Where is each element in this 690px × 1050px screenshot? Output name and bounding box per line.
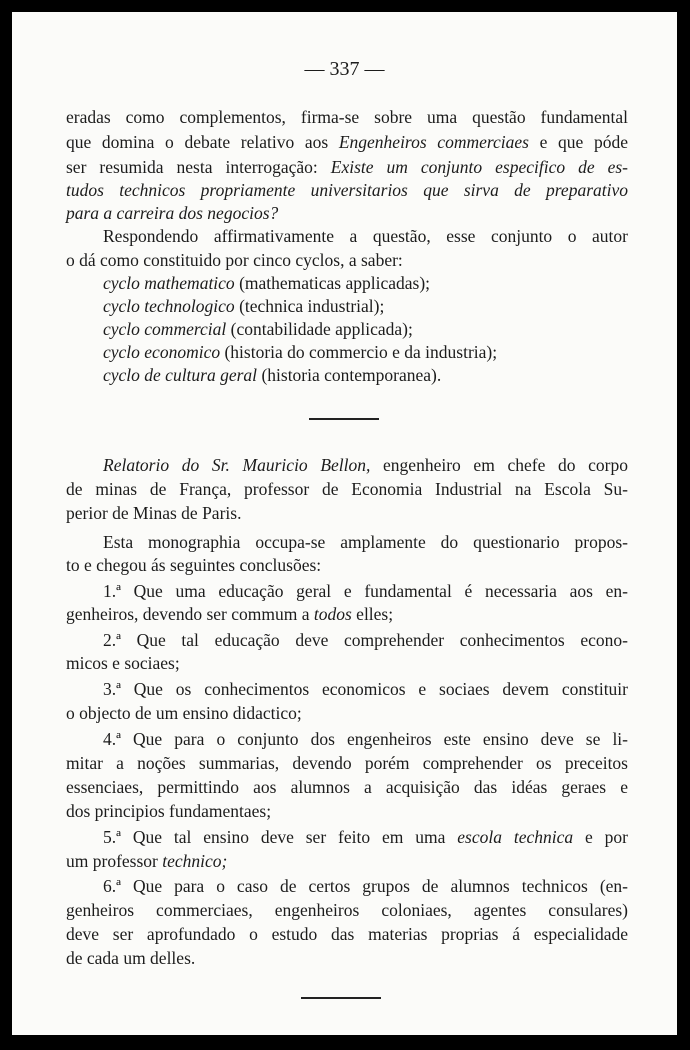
text-line (66, 179, 628, 202)
text-run: eradas como complementos, firma-se sobre uma questão fundamental (66, 107, 628, 127)
text-line (103, 318, 628, 341)
text-run: Esta monographia occupa-se amplamente do questionario propos- (103, 532, 628, 552)
italic-text: Existe um conjunto especifico de es- (330, 157, 628, 177)
text-line (103, 272, 628, 295)
italic-text: cyclo economico (103, 342, 221, 362)
text-line (66, 947, 628, 970)
text-run: 6.ª Que para o caso de certos grupos de alumnos technicos (en- (103, 876, 628, 896)
text-line (103, 295, 628, 318)
text-line (66, 131, 628, 154)
text-run: 3.ª Que os conhecimentos economicos e sociaes devem constituir (103, 679, 628, 699)
text-run: 2.ª Que tal educação deve comprehender conhecimentos econo- (103, 630, 628, 650)
italic-text: technico; (162, 851, 228, 871)
text-run: deve ser aprofundado o estudo das materias proprias á especialidade (66, 924, 628, 944)
text-run: genheiros, devendo ser commum a (66, 604, 314, 624)
text-run: de minas de França, professor de Economia Industrial na Escola Su- (66, 479, 628, 499)
section-divider (309, 418, 379, 420)
text-line (66, 652, 628, 675)
text-run: engenheiro em chefe do corpo (370, 455, 628, 475)
text-run: o objecto de um ensino didactico; (66, 703, 302, 723)
text-run: 5.ª Que tal ensino deve ser feito em uma (103, 827, 458, 847)
text-run: micos e sociaes; (66, 653, 180, 673)
text-run: perior de Minas de Paris. (66, 503, 242, 523)
text-run: elles; (351, 604, 394, 624)
text-line (66, 554, 628, 577)
text-line (103, 875, 628, 898)
text-run: que domina o debate relativo aos (66, 132, 339, 152)
page-number: — 337 — (304, 58, 385, 80)
text-line (66, 502, 628, 525)
text-run: genheiros commerciaes, engenheiros coloniaes, agentes consulares) (66, 900, 628, 920)
text-run: (historia do commercio e da industria); (220, 342, 498, 362)
text-line (66, 899, 628, 922)
italic-text: cyclo mathematico (103, 273, 235, 293)
text-run: essenciaes, permittindo aos alumnos a acquisição das idéas geraes e (66, 777, 628, 797)
italic-text: para a carreira dos negocios? (66, 203, 279, 223)
end-divider (301, 997, 381, 999)
text-line (66, 752, 628, 775)
text-line (66, 478, 628, 501)
text-line (103, 364, 628, 387)
italic-text: todos (313, 604, 352, 624)
text-line (66, 249, 628, 272)
text-run: (mathematicas applicadas); (234, 273, 431, 293)
text-line (66, 106, 628, 129)
text-run: (historia contemporanea). (257, 365, 442, 385)
text-line (103, 678, 628, 701)
text-line (103, 531, 628, 554)
document-page (12, 12, 677, 1035)
text-run: de cada um delles. (66, 948, 196, 968)
text-run: ser resumida nesta interrogação: (66, 157, 331, 177)
italic-text: cyclo technologico (103, 296, 235, 316)
text-line (66, 850, 628, 873)
text-run: Respondendo affirmativamente a questão, esse conjunto o autor (103, 226, 628, 246)
italic-text: tudos technicos propriamente universitarios que sirva de preparativo (66, 180, 628, 200)
text-line (103, 826, 628, 849)
text-line (66, 923, 628, 946)
text-run: e por (573, 827, 629, 847)
text-run: 1.ª Que uma educação geral e fundamental é necessaria aos en- (103, 581, 628, 601)
text-line (66, 603, 628, 626)
text-run: e que póde (528, 132, 628, 152)
text-line (103, 225, 628, 248)
text-line (103, 580, 628, 603)
text-run: dos principios fundamentaes; (66, 801, 272, 821)
italic-text: cyclo de cultura geral (103, 365, 258, 385)
text-line (103, 629, 628, 652)
text-run: (technica industrial); (234, 296, 385, 316)
italic-text: cyclo commercial (103, 319, 227, 339)
text-line (103, 454, 628, 477)
text-run: 4.ª Que para o conjunto dos engenheiros este ensino deve se li- (103, 729, 628, 749)
text-line (66, 800, 628, 823)
text-run: o dá como constituido por cinco cyclos, a saber: (66, 250, 403, 270)
text-line (103, 728, 628, 751)
text-run: um professor (66, 851, 163, 871)
text-line (66, 776, 628, 799)
text-run: mitar a noções summarias, devendo porém comprehender os preceitos (66, 753, 628, 773)
text-line (66, 156, 628, 179)
text-line (66, 202, 628, 225)
italic-text: Engenheiros commerciaes (338, 132, 529, 152)
italic-text: Relatorio do Sr. Mauricio Bellon, (103, 455, 371, 475)
text-run: to e chegou ás seguintes conclusões: (66, 555, 322, 575)
italic-text: escola technica (457, 827, 574, 847)
text-line (66, 702, 628, 725)
text-run: (contabilidade applicada); (226, 319, 413, 339)
text-line (103, 341, 628, 364)
